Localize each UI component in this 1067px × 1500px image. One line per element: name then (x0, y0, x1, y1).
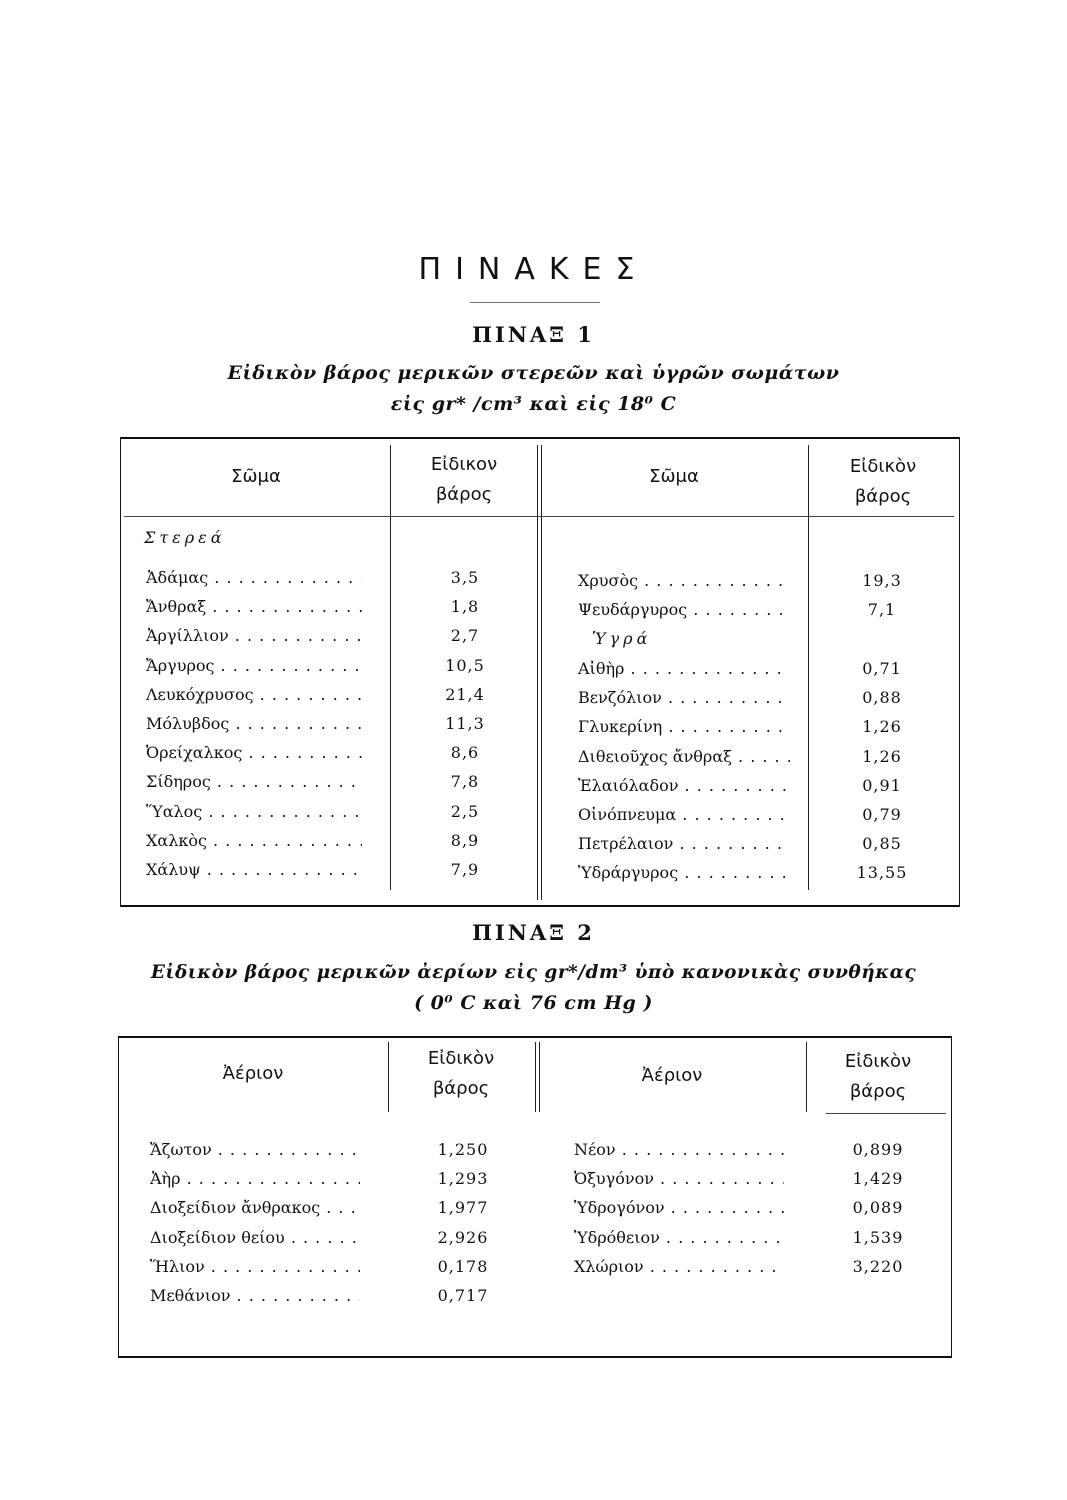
table1-liquid-value: 0,91 (862, 775, 902, 795)
table1-subtitle-line2: εἰς gr* /cm³ καὶ εἰς 18⁰ C (390, 393, 677, 415)
table1-liquid-name: Αἰθὴρ . . . (578, 654, 790, 683)
table1-solid-value: 8,6 (450, 743, 480, 763)
table1-liquid-name: Οἰνόπνευμα . . . (578, 800, 790, 829)
table2-left-name: Διοξείδιον ἄνθρακος . . . (150, 1193, 360, 1222)
table2-left-value: 0,178 (437, 1256, 489, 1276)
table2-left-value: 1,250 (437, 1140, 489, 1159)
solids-label: Στερεά (144, 528, 226, 547)
table1-solid-value: 7,8 (450, 772, 480, 792)
table1-liquid-name: Πετρέλαιον . . . (578, 829, 790, 858)
table1-solid-value: 2,7 (450, 626, 480, 646)
table2-col-gas-right: Ἀέριον (641, 1065, 703, 1086)
table2-col-weight-right-2: βάρος (849, 1081, 907, 1102)
table1-solid-name: Λευκόχρυσος . . . (146, 680, 362, 709)
title-divider (470, 302, 600, 303)
table1-solid-name: Σίδηρος . . . (146, 767, 362, 796)
table1-right-name: Χρυσὸς . . . (578, 566, 790, 595)
liquids-label: Ὑγρά (592, 629, 652, 648)
table1-col-weight-left-2: βάρος (435, 484, 493, 505)
table1-col-weight-left: Εἰδικον (430, 454, 498, 475)
table2-col-weight-left-2: βάρος (432, 1078, 490, 1099)
table1-liquid-value: 0,88 (862, 688, 902, 708)
table2-col-gas-left: Ἀέριον (222, 1063, 284, 1084)
table2-divider (806, 1042, 807, 1112)
table2-divider (539, 1042, 540, 1112)
table1-solid-value: 1,8 (450, 597, 480, 617)
table1-right-value: 19,3 (862, 571, 902, 590)
table1-solid-name: Ἀργίλλιον . . . (146, 621, 362, 650)
table2-divider (388, 1042, 389, 1112)
table1-solid-name: Χάλυψ . . . (146, 855, 362, 884)
table2-divider (535, 1042, 536, 1112)
table2-left-value: 0,717 (437, 1286, 489, 1305)
table2-left-name: Μεθάνιον . . . (150, 1281, 360, 1310)
table1-divider (808, 445, 809, 890)
table1-liquid-value: 0,85 (862, 834, 902, 854)
table2-right-name: Χλώριον . . . (574, 1252, 784, 1281)
table1-solid-value: 11,3 (445, 714, 485, 733)
table2-subtitle-line1: Εἰδικὸν βάρος μερικῶν ἀερίων εἰς gr*/dm³ ὑπὸ κανονικὰς συνθήκας (150, 962, 917, 983)
table1-right-value: 7,1 (867, 600, 897, 620)
table2-right-name: Ὑδρόθειον . . . (574, 1223, 784, 1252)
table1-solid-name: Ὕαλος . . . (146, 797, 362, 826)
table2-right-name: Νέον . . . (574, 1135, 784, 1164)
table1-solid-value: 10,5 (445, 655, 485, 675)
table2-subtitle-line2: ( 0⁰ C καὶ 76 cm Hg ) (414, 992, 653, 1014)
table2-left-value: 1,977 (437, 1198, 489, 1218)
table2-col-weight-left: Εἰδικὸν (427, 1048, 495, 1069)
table1-divider (390, 445, 391, 890)
table1-liquid-name: Ὑδράργυρος . . . (578, 858, 790, 887)
table1-solid-value: 21,4 (445, 684, 485, 704)
table1-solid-value: 3,5 (450, 568, 480, 587)
page-title: ΠΙΝΑΚΕΣ (418, 252, 649, 287)
table1-heading: ΠΙΝΑΞ 1 (472, 322, 595, 347)
table2-right-value: 0,089 (852, 1198, 904, 1218)
table2-header-rule (826, 1113, 946, 1114)
table2-right-name: Ὑδρογόνον . . . (574, 1193, 784, 1222)
table2-heading: ΠΙΝΑΞ 2 (472, 920, 595, 945)
table1-solid-name: Ὀρείχαλκος . . . (146, 738, 362, 767)
table2-left-name: Ἀὴρ . . . (150, 1164, 360, 1193)
table1-solid-value: 8,9 (450, 830, 480, 850)
table1-col-body-left: Σῶμα (231, 466, 281, 487)
table2-left-name: Ἄζωτον . . . (150, 1135, 360, 1164)
table2-left-name: Ἥλιον . . . (150, 1252, 360, 1281)
table1-col-weight-right-2: βάρος (854, 486, 912, 507)
table1-solid-name: Ἄνθραξ . . . (146, 592, 362, 621)
table2-right-value: 1,539 (852, 1227, 904, 1247)
table1-liquid-value: 1,26 (862, 746, 902, 766)
table2-right-value: 3,220 (852, 1256, 904, 1276)
table1-liquid-name: Γλυκερίνη . . . (578, 712, 790, 741)
table2-left-value: 1,293 (437, 1169, 489, 1189)
table1-liquid-value: 1,26 (862, 717, 902, 737)
table1-subtitle-line1: Εἰδικὸν βάρος μερικῶν στερεῶν καὶ ὑγρῶν σωμάτων (227, 362, 840, 384)
table1-right-name: Ψευδάργυρος . . . (578, 595, 790, 624)
table1-solid-value: 2,5 (450, 801, 480, 821)
table2-right-value: 1,429 (852, 1169, 904, 1189)
table1-col-weight-right: Εἰδικὸν (849, 456, 917, 477)
table2-left-value: 2,926 (437, 1227, 489, 1247)
table1-liquid-value: 0,79 (862, 805, 902, 824)
table2-col-weight-right: Εἰδικὸν (844, 1051, 912, 1072)
table1-liquid-value: 0,71 (862, 659, 902, 678)
table1-liquid-name: Βενζόλιον . . . (578, 683, 790, 712)
table1-liquid-name: Διθειοῦχος ἄνθραξ . . . (578, 742, 790, 771)
table2-left-name: Διοξείδιον θείου . . . (150, 1223, 360, 1252)
table1-liquid-value: 13,55 (856, 863, 908, 883)
table1-col-body-right: Σῶμα (649, 466, 699, 487)
table1-header-rule (124, 516, 954, 517)
table2-right-value: 0,899 (852, 1140, 904, 1159)
table1-solid-name: Μόλυβδος . . . (146, 709, 362, 738)
table1-solid-name: Ἀδάμας . . . (146, 563, 362, 592)
table1-liquid-name: Ἐλαιόλαδον . . . (578, 771, 790, 800)
table1-solid-name: Ἄργυρος . . . (146, 651, 362, 680)
table1-solid-value: 7,9 (450, 860, 480, 879)
table1-solid-name: Χαλκὸς . . . (146, 826, 362, 855)
table1-divider (541, 445, 542, 900)
table2-right-name: Ὀξυγόνον . . . (574, 1164, 784, 1193)
table1-divider (537, 445, 538, 900)
